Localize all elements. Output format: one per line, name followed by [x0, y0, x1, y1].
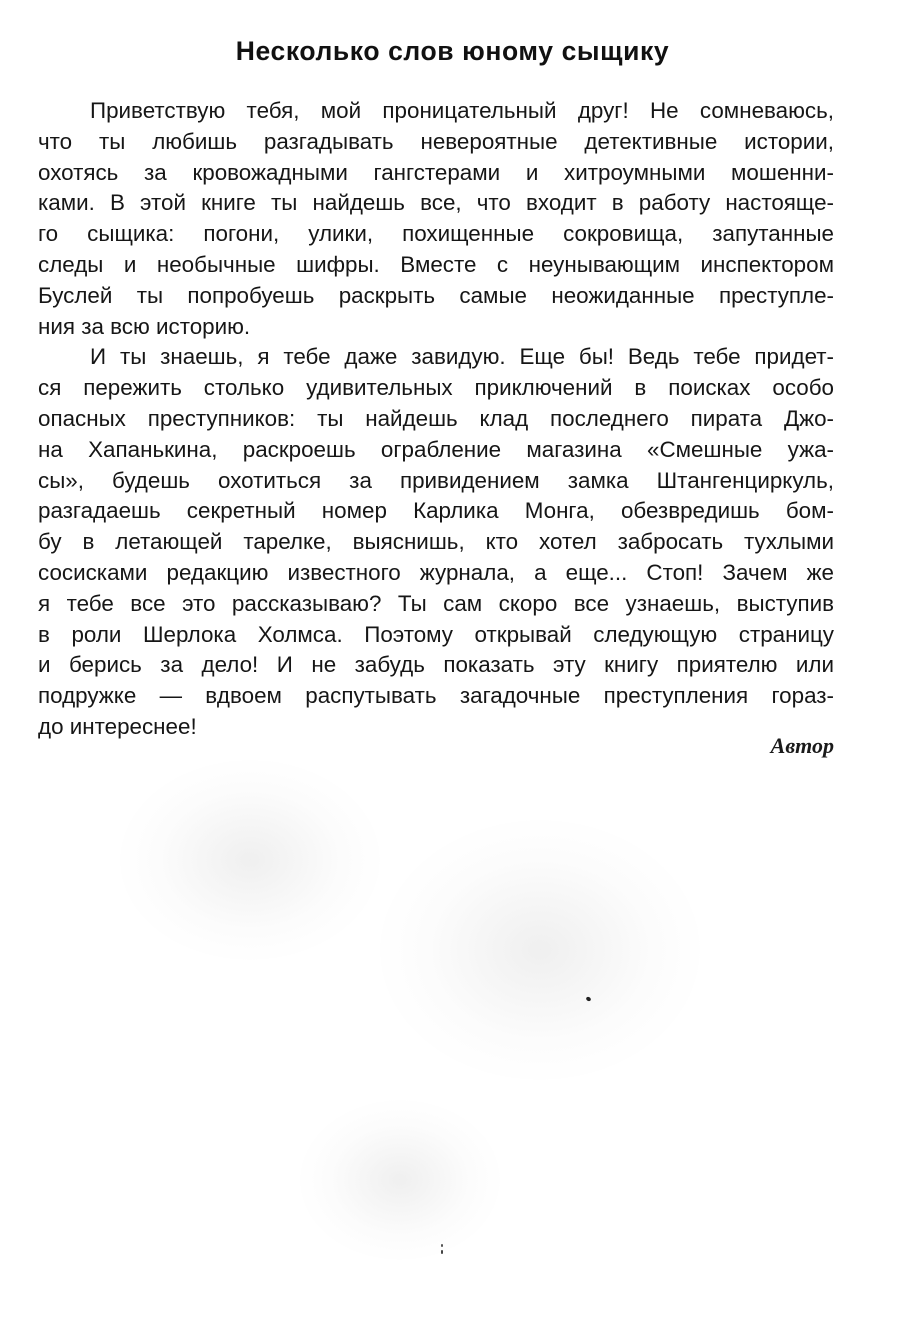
paragraph-adventures — [38, 342, 834, 742]
text-line: следы и необычные шифры. Вместе с неунывающим инспектором — [38, 251, 834, 277]
author-signature: Автор — [770, 733, 834, 758]
body-text — [38, 96, 834, 743]
text-line: опасных преступников: ты найдешь клад последнего пирата Джо- — [38, 405, 834, 431]
page-title: Несколько слов юному сыщику — [235, 36, 670, 66]
scan-speck — [441, 1244, 443, 1247]
scan-speck — [441, 1250, 443, 1254]
text-line: сосисками редакцию известного журнала, а еще... Стоп! Зачем же — [38, 559, 834, 585]
text-line: го сыщика: погони, улики, похищенные сокровища, запутанные — [38, 221, 834, 247]
text-line: ками. В этой книге ты найдешь все, что входит в работу настояще- — [38, 190, 834, 216]
text-line: что ты любишь разгадывать невероятные детективные истории, — [38, 128, 834, 154]
scan-smudge — [380, 820, 700, 1080]
text-line: ся пережить столько удивительных приключений в поисках особо — [38, 375, 834, 401]
scan-smudge — [300, 1100, 500, 1260]
text-line: сы», будешь охотиться за привидением замка Штангенциркуль, — [38, 467, 834, 493]
text-line: охотясь за кровожадными гангстерами и хитроумными мошенни- — [38, 159, 834, 185]
text-line: Буслей ты попробуешь раскрыть самые неожиданные преступле- — [38, 282, 834, 308]
paragraph-greeting — [38, 96, 834, 342]
scan-smudge — [120, 760, 380, 960]
text-line: в роли Шерлока Холмса. Поэтому открывай следующую страницу — [38, 621, 834, 647]
text-line: подружке — вдвоем распутывать загадочные преступления гораз- — [38, 683, 834, 709]
text-line: и берись за дело! И не забудь показать эту книгу приятелю или — [38, 652, 834, 678]
text-line: Приветствую тебя, мой проницательный друг! Не сомневаюсь, — [90, 98, 834, 123]
text-line: бу в летающей тарелке, выяснишь, кто хотел забросать тухлыми — [38, 529, 834, 555]
text-line: на Хапанькина, раскроешь ограбление магазина «Смешные ужа- — [38, 436, 834, 462]
text-line: разгадаешь секретный номер Карлика Монга, обезвредишь бом- — [38, 498, 834, 524]
text-line: до интереснее! — [38, 713, 197, 739]
text-line: И ты знаешь, я тебе даже завидую. Еще бы! Ведь тебе придет- — [90, 344, 834, 370]
text-line: я тебе все это рассказываю? Ты сам скоро все узнаешь, выступив — [38, 590, 834, 616]
text-line: ния за всю историю. — [38, 313, 251, 339]
